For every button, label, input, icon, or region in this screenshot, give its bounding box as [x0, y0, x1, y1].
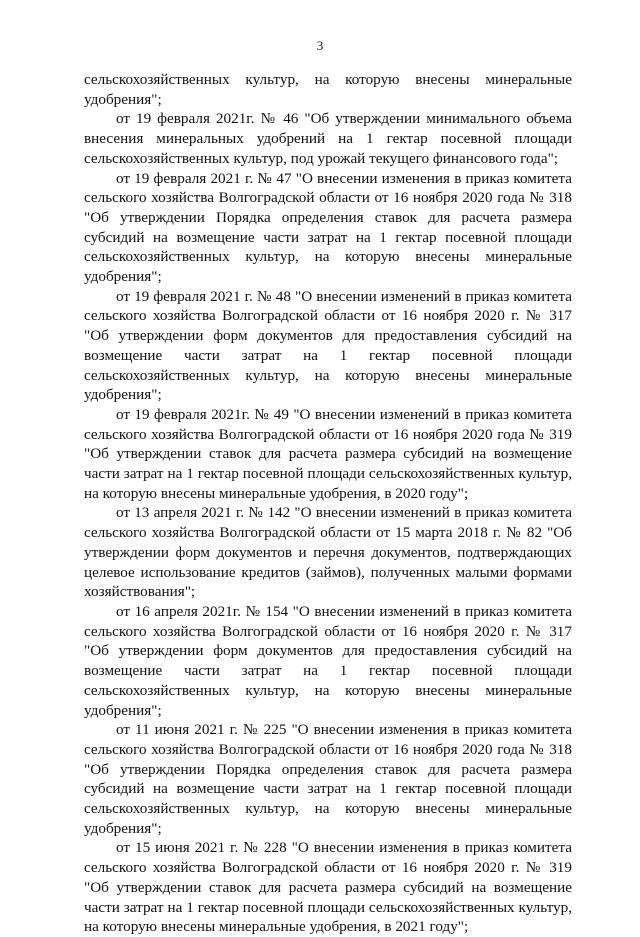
paragraph-continuation: сельскохозяйственных культур, на которую внесены минеральные удобрения"; [84, 71, 572, 108]
paragraph-order-228: от 15 июня 2021 г. № 228 "О внесении изменения в приказ комитета сельского хозяйства Волгоградской области от 16 ноября 2020 г. № 319 "Об утверждении ставок для расчета размера субсидий на возмещение части затрат на 1 гектар посевной площади сельскохозяйственных культур, на которую внесены минеральные удобрения, в 2021 году"; [84, 839, 572, 936]
paragraph-order-49: от 19 февраля 2021г. № 49 "О внесении изменений в приказ комитета сельского хозяйства Волгоградской области от 16 ноября 2020 года № 319 "Об утверждении ставок для расчета размера субсидий на возмещение части затрат на 1 гектар посевной площади сельскохозяйственных культур, на которую внесены минеральные удобрения, в 2020 году"; [84, 405, 572, 502]
paragraph-order-142: от 13 апреля 2021 г. № 142 "О внесении изменений в приказ комитета сельского хозяйства Волгоградской области от 15 марта 2018 г. № 82 "Об утверждении форм документов и перечня документов, подтверждающих целевое использование кредитов (займов), полученных малыми формами хозяйствования"; [84, 504, 572, 601]
document-body [84, 70, 572, 937]
paragraph-order-48: от 19 февраля 2021 г. № 48 "О внесении изменений в приказ комитета сельского хозяйства Волгоградской области от 16 ноября 2020 г. № 317 "Об утверждении форм документов для предоставления субсидий на возмещение части затрат на 1 гектар посевной площади сельскохозяйственных культур, на которую внесены минеральные удобрения"; [84, 287, 572, 404]
paragraph-order-47: от 19 февраля 2021 г. № 47 "О внесении изменения в приказ комитета сельского хозяйства Волгоградской области от 16 ноября 2020 года № 318 "Об утверждении Порядка определения ставок для расчета размера субсидий на возмещение части затрат на 1 гектар посевной площади сельскохозяйственных культур, на которую внесены минеральные удобрения"; [84, 169, 572, 286]
paragraph-order-154: от 16 апреля 2021г. № 154 "О внесении изменений в приказ комитета сельского хозяйства Волгоградской области от 16 ноября 2020 г. № 317 "Об утверждении форм документов для предоставления субсидий на возмещение части затрат на 1 гектар посевной площади сельскохозяйственных культур, на которую внесены минеральные удобрения"; [84, 602, 572, 719]
paragraph-order-46: от 19 февраля 2021г. № 46 "Об утверждении минимального объема внесения минеральных удобрений на 1 гектар посевной площади сельскохозяйственных культур, под урожай текущего финансового года"; [84, 110, 572, 167]
paragraph-order-225: от 11 июня 2021 г. № 225 "О внесении изменения в приказ комитета сельского хозяйства Волгоградской области от 16 ноября 2020 года № 318 "Об утверждении Порядка определения ставок для расчета размера субсидий на возмещение части затрат на 1 гектар посевной площади сельскохозяйственных культур, на которую внесены минеральные удобрения"; [84, 721, 572, 837]
page-number: 3 [316, 38, 324, 53]
